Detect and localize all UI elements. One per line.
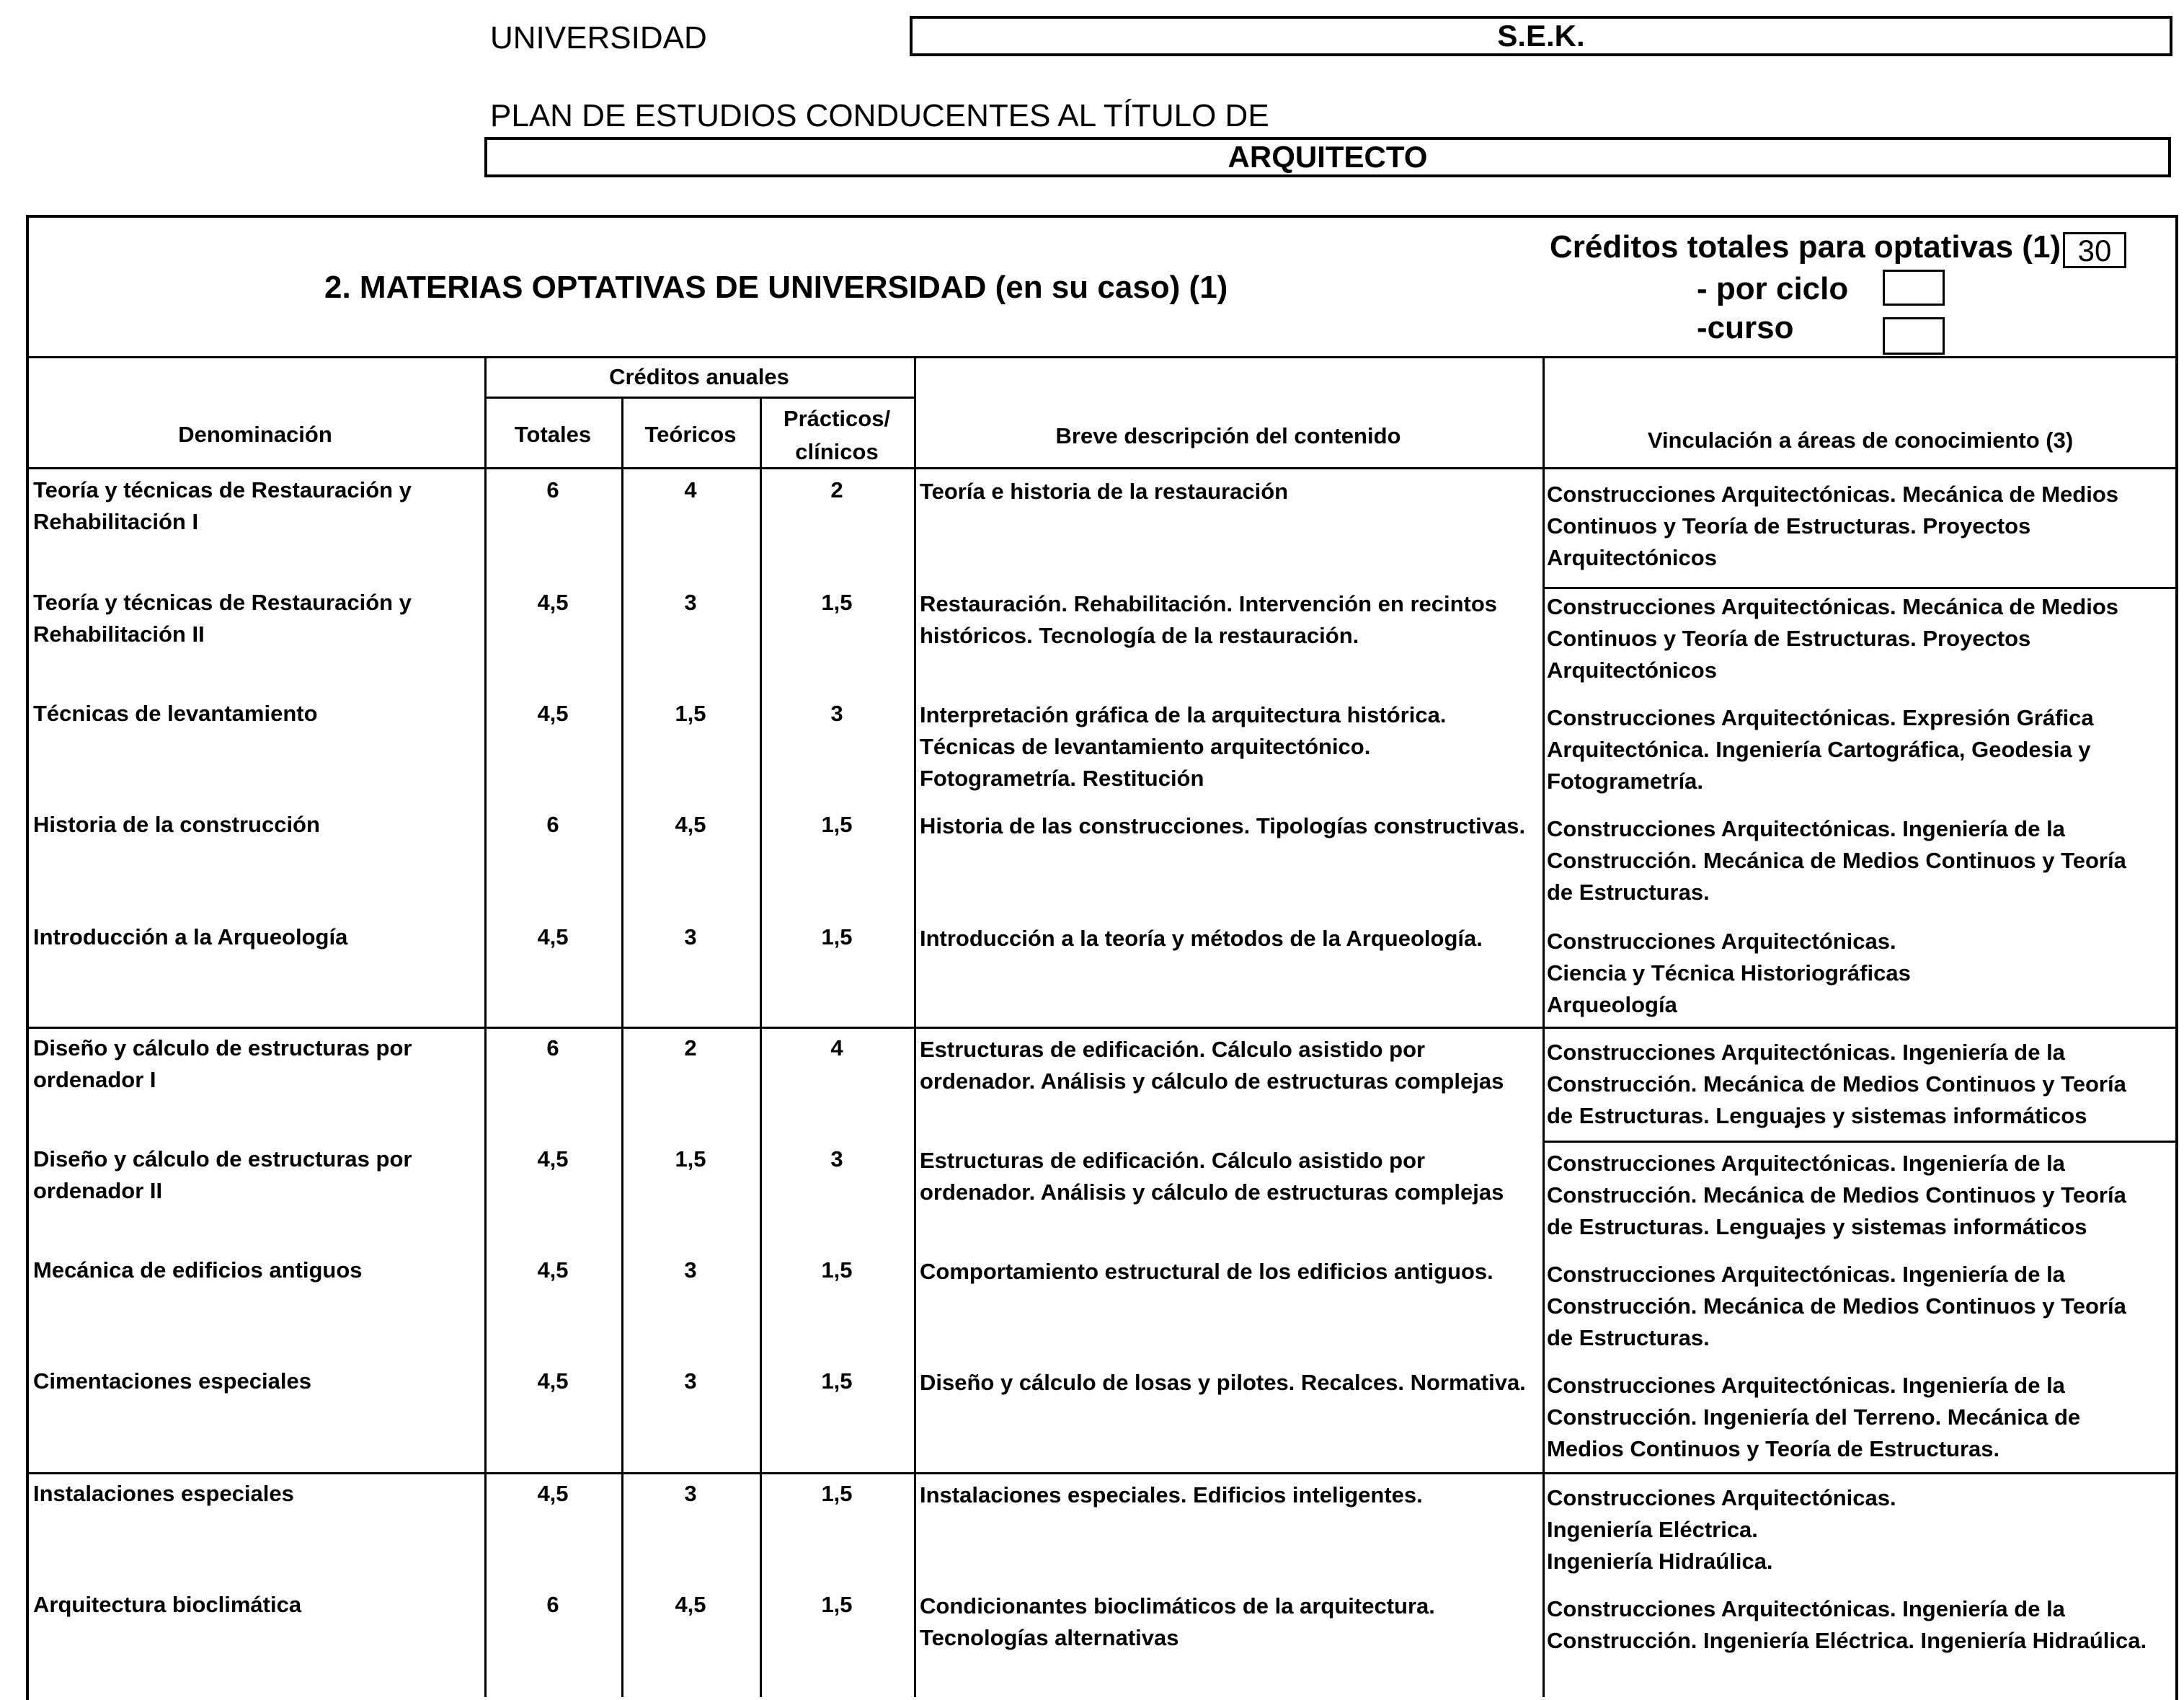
credits-teoricos: 2 — [684, 1035, 697, 1061]
per-cycle-box — [1883, 270, 1945, 306]
content-description: Fotogrametría. Restitución — [920, 766, 1204, 791]
credits-totales: 6 — [546, 1592, 559, 1617]
knowledge-areas: Arqueología — [1547, 992, 1677, 1017]
credits-practicos: 1,5 — [821, 1592, 853, 1617]
credits-totales: 4,5 — [537, 1368, 569, 1394]
credits-totales: 6 — [546, 1035, 559, 1061]
knowledge-areas: Arquitectónicos — [1547, 658, 1717, 683]
knowledge-areas: Ingeniería Hidraúlica. — [1547, 1549, 1773, 1574]
knowledge-areas: Ingeniería Eléctrica. — [1547, 1517, 1758, 1542]
header-denominacion: Denominación — [178, 422, 332, 447]
subject-name: Mecánica de edificios antiguos — [33, 1257, 363, 1283]
credits-teoricos: 4,5 — [675, 812, 706, 837]
header-teoricos: Teóricos — [644, 422, 737, 447]
knowledge-areas: Construcción. Ingeniería del Terreno. Mecánica de — [1547, 1404, 2081, 1430]
content-description: Tecnologías alternativas — [920, 1625, 1179, 1650]
content-description: Comportamiento estructural de los edificios antiguos. — [920, 1259, 1493, 1284]
knowledge-areas: de Estructuras. Lenguajes y sistemas informáticos — [1547, 1103, 2087, 1128]
content-description: Introducción a la teoría y métodos de la Arqueología. — [920, 926, 1483, 951]
subject-name: Teoría y técnicas de Restauración y — [33, 477, 412, 503]
subject-name: Teoría y técnicas de Restauración y — [33, 590, 412, 615]
knowledge-areas: Construcción. Ingeniería Eléctrica. Ingeniería Hidraúlica. — [1547, 1628, 2147, 1653]
credits-group-line — [484, 397, 914, 399]
knowledge-areas: Construcciones Arquitectónicas. Ingeniería de la — [1547, 1373, 2065, 1398]
header-vinculacion: Vinculación a áreas de conocimiento (3) — [1647, 428, 2074, 453]
subject-name: ordenador II — [33, 1178, 163, 1203]
knowledge-areas: Construcciones Arquitectónicas. Ingeniería de la — [1547, 1040, 2065, 1065]
knowledge-areas: Arquitectónicos — [1547, 545, 1717, 570]
content-description: ordenador. Análisis y cálculo de estructuras complejas — [920, 1179, 1504, 1205]
credits-practicos: 1,5 — [821, 924, 853, 949]
credits-practicos: 1,5 — [821, 1257, 853, 1283]
subject-name: Diseño y cálculo de estructuras por — [33, 1035, 412, 1061]
degree-value: ARQUITECTO — [1228, 140, 1428, 174]
header-practicos-2: clínicos — [795, 439, 879, 464]
credits-practicos: 1,5 — [821, 1368, 853, 1394]
plan-label: PLAN DE ESTUDIOS CONDUCENTES AL TÍTULO DE — [490, 98, 1269, 133]
subject-name: Rehabilitación I — [33, 509, 199, 534]
credits-teoricos: 3 — [684, 1481, 697, 1506]
knowledge-areas: Medios Continuos y Teoría de Estructuras. — [1547, 1436, 2000, 1461]
per-course-label: -curso — [1697, 310, 1794, 345]
credits-teoricos: 1,5 — [675, 701, 706, 726]
subject-name: Instalaciones especiales — [33, 1481, 294, 1506]
knowledge-areas: Construcción. Mecánica de Medios Continuos y Teoría — [1547, 1293, 2126, 1319]
credits-totales: 4,5 — [537, 1257, 569, 1283]
subject-name: Diseño y cálculo de estructuras por — [33, 1146, 412, 1172]
knowledge-areas: Construcciones Arquitectónicas. Mecánica de Medios — [1547, 482, 2118, 507]
credits-practicos: 1,5 — [821, 1481, 853, 1506]
subject-name: Introducción a la Arqueología — [33, 924, 348, 949]
knowledge-areas: Construcción. Mecánica de Medios Continuos y Teoría — [1547, 1182, 2126, 1208]
knowledge-areas: Construcciones Arquitectónicas. Expresión Gráfica — [1547, 705, 2094, 730]
credits-teoricos: 4,5 — [675, 1592, 706, 1617]
credits-practicos: 1,5 — [821, 812, 853, 837]
header-descripcion: Breve descripción del contenido — [1055, 423, 1401, 448]
per-course-box — [1883, 317, 1945, 355]
credits-totales: 6 — [546, 812, 559, 837]
credits-total-value: 30 — [2077, 234, 2112, 267]
content-description: Técnicas de levantamiento arquitectónico. — [920, 734, 1371, 759]
content-description: Restauración. Rehabilitación. Intervención en recintos — [920, 591, 1498, 616]
knowledge-areas: Ciencia y Técnica Historiográficas — [1547, 960, 1911, 986]
credits-totales: 4,5 — [537, 1481, 569, 1506]
credits-teoricos: 4 — [684, 477, 697, 503]
content-description: históricos. Tecnología de la restauración. — [920, 623, 1359, 648]
knowledge-areas: Construcción. Mecánica de Medios Continuos y Teoría — [1547, 848, 2126, 873]
university-label: UNIVERSIDAD — [490, 20, 707, 56]
subject-name: ordenador I — [33, 1067, 156, 1092]
content-description: Diseño y cálculo de losas y pilotes. Recalces. Normativa. — [920, 1370, 1526, 1395]
subject-name: Historia de la construcción — [33, 812, 320, 837]
knowledge-areas: Construcción. Mecánica de Medios Continuos y Teoría — [1547, 1071, 2126, 1097]
credits-totales: 4,5 — [537, 1146, 569, 1172]
credits-practicos: 3 — [830, 1146, 843, 1172]
knowledge-areas: Construcciones Arquitectónicas. Ingeniería de la — [1547, 1262, 2065, 1287]
subject-name: Cimentaciones especiales — [33, 1368, 311, 1394]
subject-name: Arquitectura bioclimática — [33, 1592, 302, 1617]
content-description: Interpretación gráfica de la arquitectura histórica. — [920, 702, 1447, 727]
areas-box-line-2 — [1542, 1141, 2178, 1143]
university-value: S.E.K. — [1497, 19, 1585, 53]
knowledge-areas: Continuos y Teoría de Estructuras. Proyectos — [1547, 513, 2031, 539]
credits-teoricos: 3 — [684, 1368, 697, 1394]
content-description: ordenador. Análisis y cálculo de estructuras complejas — [920, 1068, 1504, 1094]
knowledge-areas: Continuos y Teoría de Estructuras. Proyectos — [1547, 626, 2031, 651]
section-title: 2. MATERIAS OPTATIVAS DE UNIVERSIDAD (en su caso) (1) — [324, 270, 1228, 305]
credits-teoricos: 3 — [684, 924, 697, 949]
knowledge-areas: Construcciones Arquitectónicas. Ingeniería de la — [1547, 816, 2065, 841]
knowledge-areas: de Estructuras. — [1547, 880, 1710, 905]
credits-totales: 4,5 — [537, 701, 569, 726]
content-description: Estructuras de edificación. Cálculo asistido por — [920, 1148, 1426, 1173]
content-description: Condicionantes bioclimáticos de la arquitectura. — [920, 1593, 1435, 1619]
content-description: Estructuras de edificación. Cálculo asistido por — [920, 1037, 1426, 1062]
credits-totales: 6 — [546, 477, 559, 503]
per-cycle-label: - por ciclo — [1697, 271, 1849, 306]
content-description: Historia de las construcciones. Tipologías constructivas. — [920, 813, 1526, 838]
header-creditos-anuales: Créditos anuales — [609, 364, 789, 389]
column-header-bottom-line — [26, 467, 2178, 469]
subject-name: Rehabilitación II — [33, 621, 205, 647]
knowledge-areas: Construcciones Arquitectónicas. — [1547, 1485, 1896, 1510]
header-totales: Totales — [514, 422, 592, 447]
knowledge-areas: de Estructuras. Lenguajes y sistemas informáticos — [1547, 1214, 2087, 1239]
areas-box-line-1 — [1542, 587, 2178, 589]
content-description: Teoría e historia de la restauración — [920, 479, 1289, 504]
credits-teoricos: 1,5 — [675, 1146, 706, 1172]
knowledge-areas: Arquitectónica. Ingeniería Cartográfica, Geodesia y — [1547, 737, 2091, 762]
subject-name: Técnicas de levantamiento — [33, 701, 318, 726]
credits-teoricos: 3 — [684, 590, 697, 615]
credits-practicos: 4 — [830, 1035, 843, 1061]
credits-teoricos: 3 — [684, 1257, 697, 1283]
knowledge-areas: de Estructuras. — [1547, 1325, 1710, 1350]
section-separator — [26, 356, 2178, 358]
header-practicos-1: Prácticos/ — [783, 406, 891, 431]
credits-practicos: 2 — [830, 477, 843, 503]
credits-practicos: 3 — [830, 701, 843, 726]
credits-totales: 4,5 — [537, 924, 569, 949]
content-description: Instalaciones especiales. Edificios inteligentes. — [920, 1482, 1423, 1508]
knowledge-areas: Fotogrametría. — [1547, 769, 1704, 794]
knowledge-areas: Construcciones Arquitectónicas. Ingeniería de la — [1547, 1596, 2065, 1621]
knowledge-areas: Construcciones Arquitectónicas. Ingeniería de la — [1547, 1151, 2065, 1176]
credits-practicos: 1,5 — [821, 590, 853, 615]
group-separator-1 — [26, 1027, 2178, 1029]
knowledge-areas: Construcciones Arquitectónicas. — [1547, 929, 1896, 954]
knowledge-areas: Construcciones Arquitectónicas. Mecánica de Medios — [1547, 594, 2118, 619]
group-separator-2 — [26, 1472, 2178, 1474]
credits-total-label: Créditos totales para optativas (1) — [1550, 229, 2061, 265]
credits-totales: 4,5 — [537, 590, 569, 615]
